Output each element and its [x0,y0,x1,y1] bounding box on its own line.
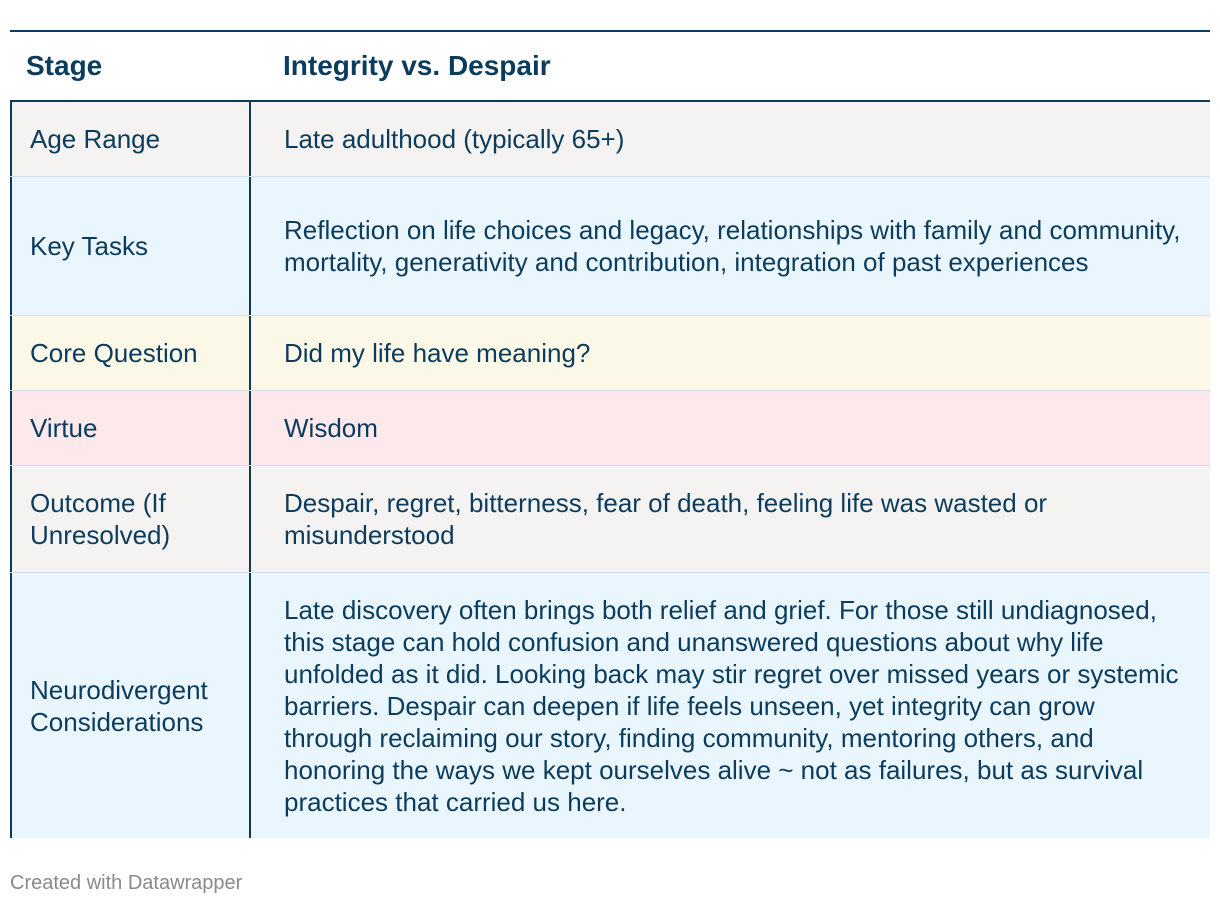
row-label: Key Tasks [10,177,251,315]
row-value: Did my life have meaning? [284,338,591,368]
header-stage: Stage [26,50,103,81]
header-integrity-vs-despair: Integrity vs. Despair [283,50,551,81]
table-row-key-tasks [10,177,1210,316]
row-label: Virtue [10,391,251,465]
row-value: Wisdom [284,413,378,443]
row-label: Outcome (If Unresolved) [10,466,251,572]
row-label: Neurodivergent Considerations [10,573,251,838]
table-row-neurodivergent [10,573,1210,838]
row-label: Age Range [10,102,251,176]
table-row-virtue [10,391,1210,466]
table-row-outcome [10,466,1210,573]
row-value: Late discovery often brings both relief and grief. For those still undiagnosed, this stage can hold confusion and unanswered questions about why life unfolded as it did. Looking back may stir regret over missed years or systemic barriers. Despair can deepen if life feels unseen, yet integrity can grow through reclaiming our story, finding community, mentoring others, and honoring the ways we kept ourselves alive ~ not as failures, but as survival practices that carried us here. [284,594,1179,817]
row-value: Reflection on life choices and legacy, relationships with family and community, mortality, generativity and contribution, integration of past experiences [284,215,1181,277]
row-value: Despair, regret, bitterness, fear of death, feeling life was wasted or misunderstood [284,488,1048,550]
row-value: Late adulthood (typically 65+) [284,124,625,154]
datawrapper-credit: Created with Datawrapper [10,872,243,894]
table-row-core-question [10,316,1210,391]
data-table [10,30,1210,838]
row-label: Core Question [10,316,251,390]
table-row-age-range [10,102,1210,177]
table-header-row [10,32,1210,102]
